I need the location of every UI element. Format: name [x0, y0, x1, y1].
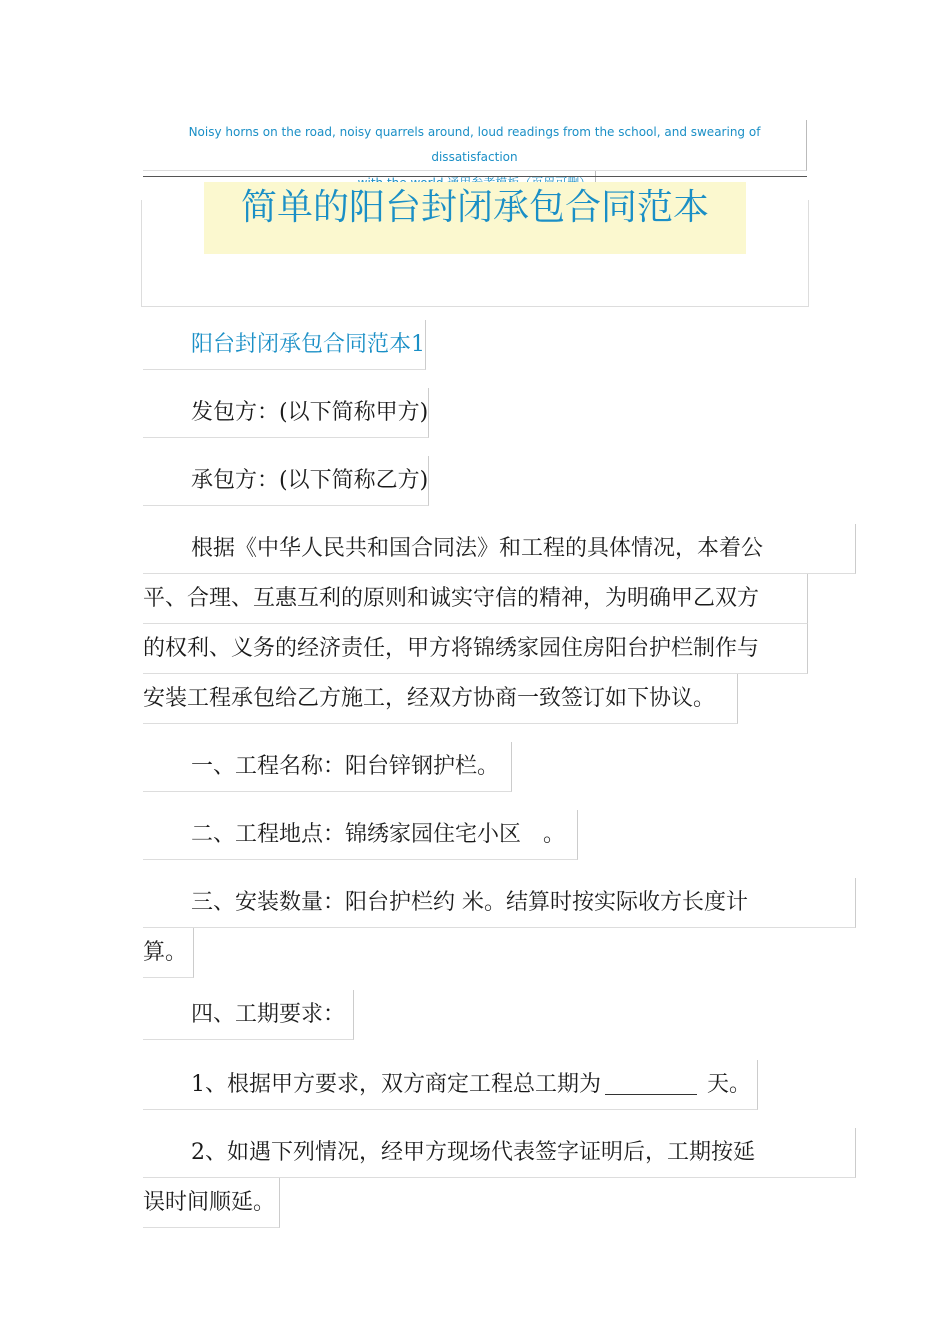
- sub-item-2-paragraph: [143, 1128, 807, 1228]
- party-b-text: 承包方：(以下简称乙方): [143, 456, 429, 506]
- party-a-text: 发包方：(以下简称甲方): [143, 388, 429, 438]
- fill-in-blank: [605, 1066, 697, 1095]
- header-divider: [143, 176, 807, 177]
- intro-line: 平、合理、互惠互利的原则和诚实守信的精神，为明确甲乙双方: [143, 574, 808, 624]
- sub-item-1-line: [143, 1060, 758, 1110]
- sub-item-2-line: 2、如遇下列情况，经甲方现场代表签字证明后，工期按延: [143, 1128, 856, 1178]
- intro-line: 的权利、义务的经济责任，甲方将锦绣家园住房阳台护栏制作与: [143, 624, 808, 674]
- subtitle-text: 阳台封闭承包合同范本1: [143, 320, 426, 370]
- item-4-text: 四、工期要求：: [143, 990, 354, 1040]
- header-line-1: Noisy horns on the road, noisy quarrels around, loud readings from the school, and swearing of dissatisfaction: [143, 120, 807, 171]
- item-2-text: 二、工程地点：锦绣家园住宅小区 。: [143, 810, 578, 860]
- item-4-paragraph: [143, 990, 807, 1040]
- item-1-text: 一、工程名称：阳台锌钢护栏。: [143, 742, 512, 792]
- intro-paragraph: [143, 524, 807, 724]
- party-a-paragraph: [143, 388, 807, 438]
- party-b-paragraph: [143, 456, 807, 506]
- document-title: 简单的阳台封闭承包合同范本: [204, 182, 746, 254]
- item-3-line: 三、安装数量：阳台护栏约 米。结算时按实际收方长度计: [143, 878, 856, 928]
- item-2-paragraph: [143, 810, 807, 860]
- item-3-paragraph: [143, 878, 807, 978]
- intro-line: 根据《中华人民共和国合同法》和工程的具体情况，本着公: [143, 524, 856, 574]
- item-3-line: 算。: [143, 928, 194, 978]
- sub-item-2-line: 误时间顺延。: [143, 1178, 280, 1228]
- section-subtitle: [143, 320, 807, 370]
- intro-line: 安装工程承包给乙方施工，经双方协商一致签订如下协议。: [143, 674, 738, 724]
- sub-item-1-text: 1、根据甲方要求，双方商定工程总工期为: [191, 1072, 601, 1097]
- item-1-paragraph: [143, 742, 807, 792]
- sub-item-1-paragraph: [143, 1060, 807, 1110]
- sub-item-1-unit: 天。: [707, 1072, 752, 1097]
